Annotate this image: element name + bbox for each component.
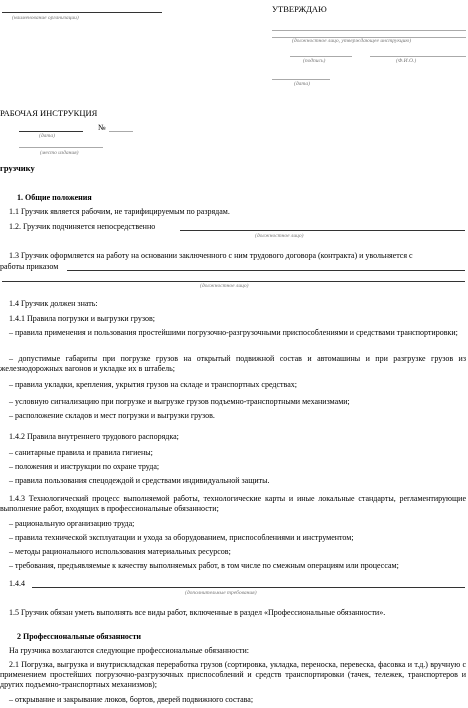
list2-item-3: – правила пользования спецодеждой и средствами индивидуальной защиты. <box>9 476 270 485</box>
doc-date-line <box>19 131 83 132</box>
org-name-caption: (наименование организации) <box>12 15 79 21</box>
doc-number-line <box>109 131 133 132</box>
para-1-1: 1.1 Грузчик является рабочим, не тарифицируемым по разрядам. <box>9 207 230 216</box>
fio-line <box>370 56 466 57</box>
para-1-2: 1.2. Грузчик подчиняется непосредственно <box>9 222 156 231</box>
dismissal-caption: (должностное лицо) <box>200 283 249 289</box>
section1-heading: 1. Общие положения <box>17 193 92 202</box>
list2-item-1: – санитарные правила и правила гигиены; <box>9 448 153 457</box>
place-caption: (место издания) <box>40 150 79 156</box>
approver-position-line-2 <box>272 37 466 38</box>
approver-position-line-1 <box>272 30 466 31</box>
list2-item-2: – положения и инструкции по охране труда; <box>9 462 160 471</box>
para-1-3-a: 1.3 Грузчик оформляется на работу на основании заключенного с ним трудового договора (контракта) и увольняется с <box>9 251 413 260</box>
supervisor-caption: (должностное лицо) <box>255 233 304 239</box>
document-title: РАБОЧАЯ ИНСТРУКЦИЯ <box>0 108 98 118</box>
para-1-4-3: 1.4.3 Технологический процесс выполняемой работы, технологические карты и иные локальные стандарты, регламентирующие выполнение работ, входящих в профессиональные обязанности; <box>0 494 466 513</box>
section2-heading: 2 Профессиональные обязанности <box>17 632 142 641</box>
approve-label: УТВЕРЖДАЮ <box>272 4 327 14</box>
list1-item-3: – правила укладки, крепления, укрытия грузов на складе и транспортных средствах; <box>9 380 297 389</box>
signature-line <box>290 56 352 57</box>
list3-item-4: – требования, предъявляемые к качеству выполняемых работ, в том числе по смежным операциям или процессам; <box>9 561 399 570</box>
section2-intro: На грузчика возлагаются следующие профессиональные обязанности: <box>9 646 250 655</box>
doc-date-caption: (дата) <box>39 133 55 139</box>
approve-date-line <box>272 79 330 80</box>
approve-date-caption: (дата) <box>294 81 310 87</box>
supervisor-line <box>180 230 465 231</box>
fio-caption: (Ф.И.О.) <box>396 58 417 64</box>
para-1-5: 1.5 Грузчик обязан уметь выполнять все виды работ, включенные в раздел «Профессиональные обязанности». <box>9 608 386 617</box>
para-1-4-4: 1.4.4 <box>9 579 25 588</box>
signature-caption: (подпись) <box>303 58 326 64</box>
para-1-4: 1.4 Грузчик должен знать: <box>9 299 98 308</box>
doc-number-sign: № <box>98 123 106 132</box>
org-name-line <box>2 12 162 13</box>
para-1-4-2: 1.4.2 Правила внутреннего трудового распорядка; <box>9 432 179 441</box>
list1-item-5: – расположение складов и мест погрузки и выгрузки грузов. <box>9 411 215 420</box>
para-1-3-b: работы приказом <box>0 262 59 271</box>
list1-item-4: – условную сигнализацию при погрузке и выгрузке грузов подъемно-транспортными механизмами; <box>9 397 350 406</box>
section2-item: – открывание и закрывание люков, бортов, дверей подвижного состава; <box>9 695 254 704</box>
list3-item-1: – рациональную организацию труда; <box>9 519 135 528</box>
dismissal-line-1 <box>67 270 465 271</box>
list1-item-2: – допустимые габариты при погрузке грузов на открытый подвижной состав и автомашины и при разгрузке грузов из железнодорожных вагонов и укладке их в штабель; <box>0 354 466 373</box>
para-2-1: 2.1 Погрузка, выгрузка и внутрискладская переработка грузов (сортировка, укладка, переноска, перевеска, фасовка и т.д.) вручную с применением простейших погрузочно-разгрузочных приспособлений и средств транспортировки (тачек, тележек, транспортеров и других подъемно-транспортных механизмов); <box>0 660 466 689</box>
additional-req-line <box>32 587 465 588</box>
additional-req-caption: (дополнительные требования) <box>185 590 257 596</box>
list3-item-2: – правила технической эксплуатации и ухода за оборудованием, приспособлениями и инструментом; <box>9 533 354 542</box>
approver-position-caption: (должностное лицо, утверждающее инструкцию) <box>292 38 412 44</box>
profession-title: грузчику <box>0 163 35 173</box>
list1-item-1: – правила применения и пользования простейшими погрузочно-разгрузочными приспособлениями и средствами транспортировки; <box>9 328 458 337</box>
list3-item-3: – методы рационального использования материальных ресурсов; <box>9 547 231 556</box>
dismissal-line-2 <box>2 281 465 282</box>
place-line <box>19 147 103 148</box>
para-1-4-1: 1.4.1 Правила погрузки и выгрузки грузов; <box>9 314 155 323</box>
